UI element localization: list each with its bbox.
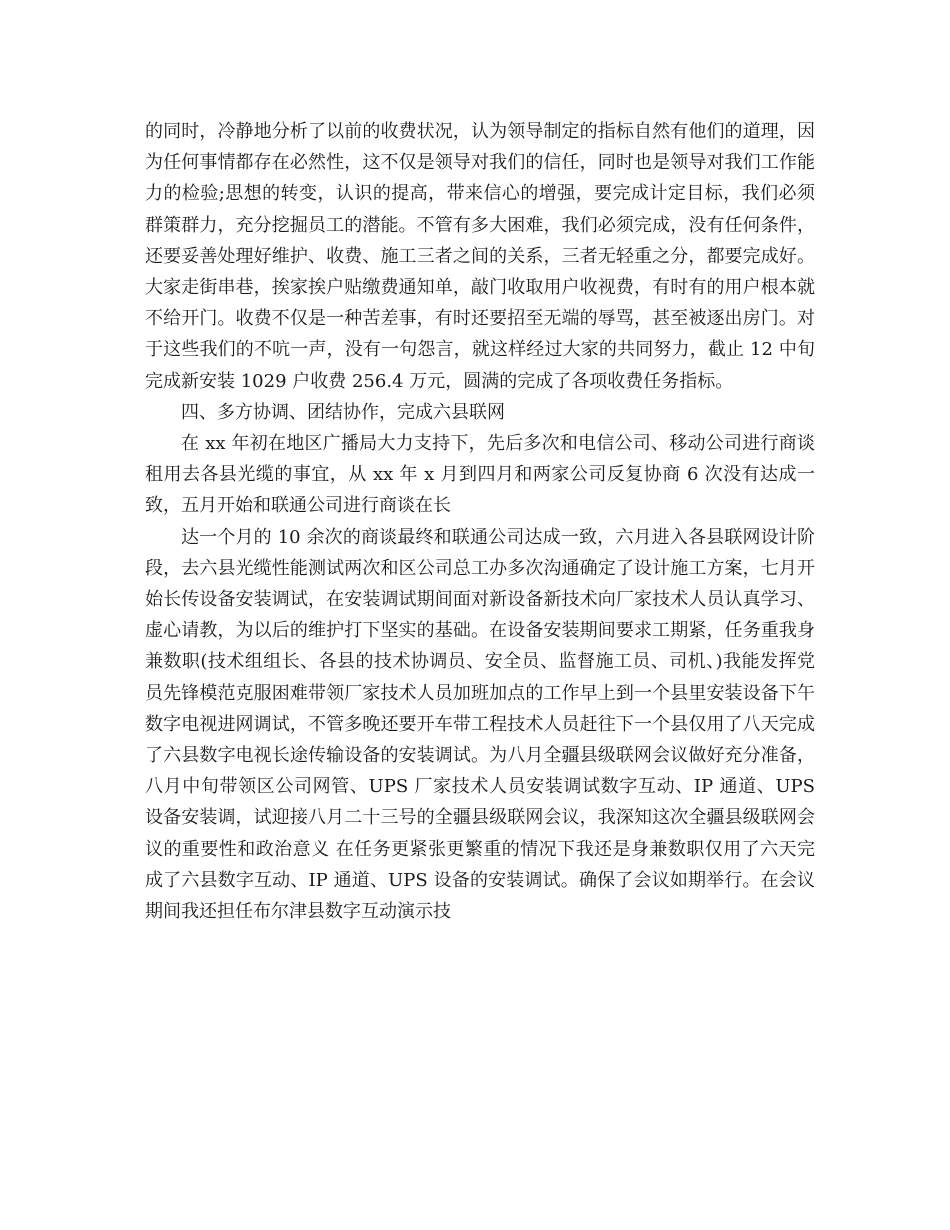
paragraph-installation: 达一个月的 10 余次的商谈最终和联通公司达成一致，六月进入各县联网设计阶段，去六县光缆性能测试两次和区公司总工办多次沟通确定了设计施工方案，七月开始长传设备安装调试，在安装调试期间面对新设备新技术向厂家技术人员认真学习、虚心请教，为以后的维护打下坚实的基础。在设备安装期间要求工期紧，任务重我身兼数职(技术组组长、各县的技术协调员、安全员、监督施工员、司机、)我能发挥党员先锋模范克服困难带领厂家技术人员加班加点的工作早上到一个县里安装设备下午数字电视进网调试，不管多晚还要开车带工程技术人员赶往下一个县仅用了八天完成了六县数字电视长途传输设备的安装调试。为八月全疆县级联网会议做好充分准备，八月中旬带领区公司网管、UPS 厂家技术人员安装调试数字互动、IP 通道、UPS 设备安装调，试迎接八月二十三号的全疆县级联网会议，我深知这次全疆县级联网会议的重要性和政治意义 在任务更紧张更繁重的情况下我还是身兼数职仅用了六天完成了六县数字互动、IP 通道、UPS 设备的安装调试。确保了会议如期举行。在会议期间我还担任布尔津县数字互动演示技 xyxy=(145,526,815,923)
section-heading-network: 四、多方协调、团结协作，完成六县联网 xyxy=(181,401,505,423)
paragraph-fee-collection: 的同时，冷静地分析了以前的收费状况，认为领导制定的指标自然有他们的道理，因为任何事情都存在必然性，这不仅是领导对我们的信任，同时也是领导对我们工作能力的检验;思想的转变，认识的提高，带来信心的增强，要完成计定目标，我们必须群策群力，充分挖掘员工的潜能。不管有多大困难，我们必须完成，没有任何条件，还要妥善处理好维护、收费、施工三者之间的关系，三者无轻重之分，都要完成好。大家走街串巷，挨家挨户贴缴费通知单，敲门收取用户收视费，有时有的用户根本就不给开门。收费不仅是一种苦差事，有时还要招至无端的辱骂，甚至被逐出房门。对于这些我们的不吭一声，没有一句怨言，就这样经过大家的共同努力，截止 12 中旬完成新安装 1029 户收费 256.4 万元，圆满的完成了各项收费任务指标。 xyxy=(145,121,815,392)
paragraph-cable-negotiation: 在 xx 年初在地区广播局大力支持下，先后多次和电信公司、移动公司进行商谈租用去各县光缆的事宜，从 xx 年 x 月到四月和两家公司反复协商 6 次没有达成一致，五月开始和联通公司进行商谈在长 xyxy=(145,433,815,517)
document-body xyxy=(145,116,815,927)
